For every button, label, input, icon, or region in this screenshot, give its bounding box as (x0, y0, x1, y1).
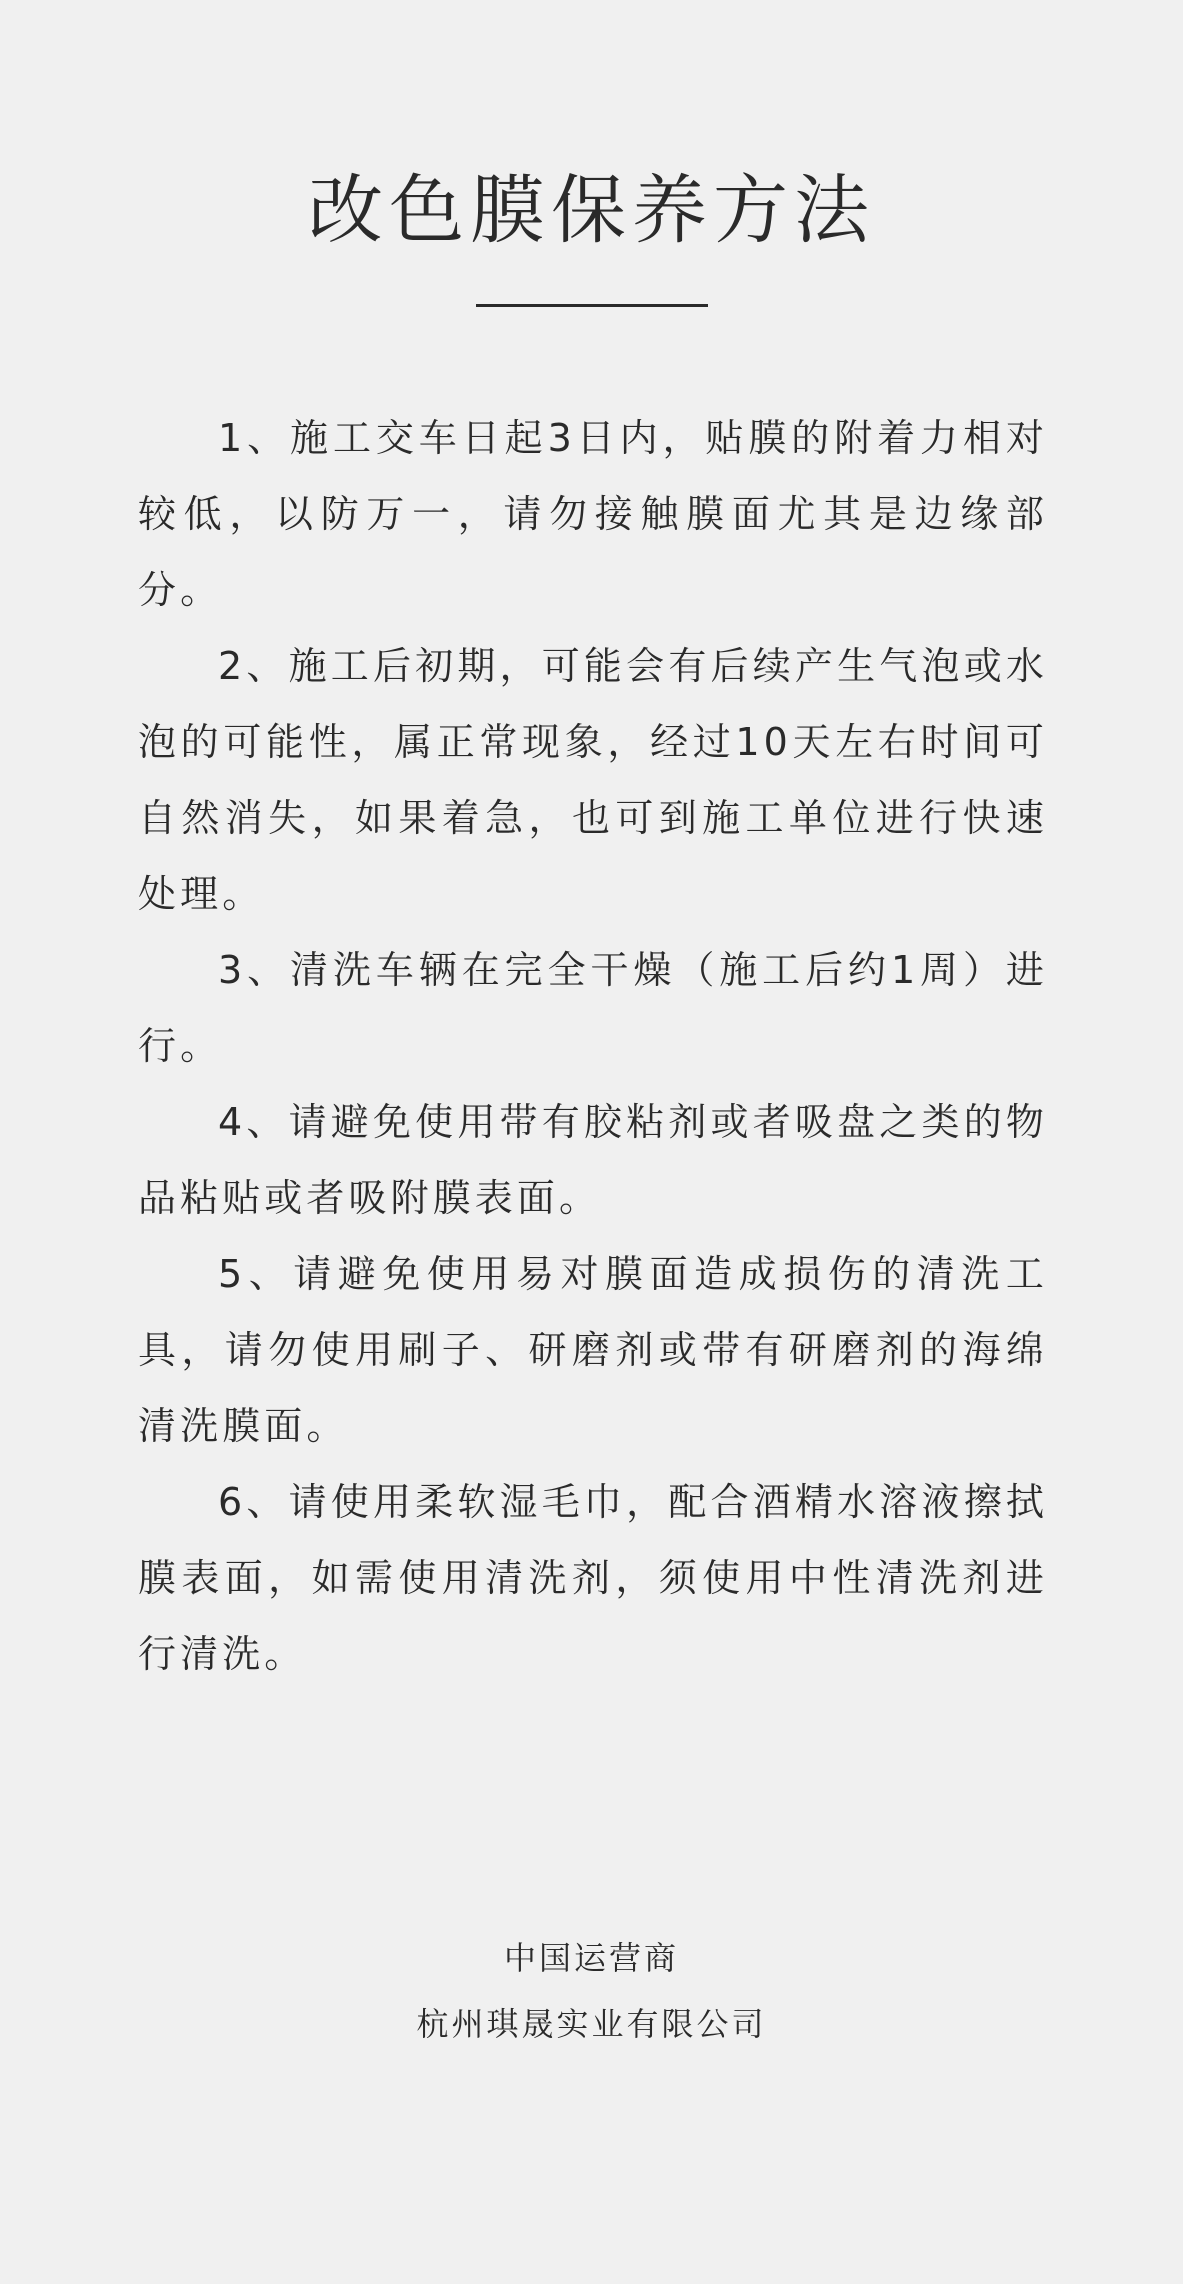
page-title: 改色膜保养方法 (307, 166, 875, 254)
footer-operator-label: 中国运营商 (503, 1939, 679, 1977)
instruction-paragraph-4: 4、请避免使用带有胶粘剂或者吸盘之类的物品粘贴或者吸附膜表面。 (138, 1100, 1048, 1220)
instruction-paragraph-5: 5、请避免使用易对膜面造成损伤的清洗工具，请勿使用刷子、研磨剂或带有研磨剂的海绵清洗膜面。 (138, 1252, 1048, 1448)
footer (0, 1925, 1183, 2057)
instruction-paragraph-3: 3、清洗车辆在完全干燥（施工后约1周）进行。 (138, 948, 1048, 1068)
instruction-paragraph-6: 6、请使用柔软湿毛巾，配合酒精水溶液擦拭膜表面，如需使用清洗剂，须使用中性清洗剂进行清洗。 (138, 1480, 1048, 1676)
instructions-body (138, 400, 1048, 1692)
instruction-paragraph-2: 2、施工后初期，可能会有后续产生气泡或水泡的可能性，属正常现象，经过10天左右时间可自然消失，如果着急，也可到施工单位进行快速处理。 (138, 644, 1048, 916)
instruction-paragraph-1: 1、施工交车日起3日内，贴膜的附着力相对较低，以防万一，请勿接触膜面尤其是边缘部分。 (138, 416, 1048, 612)
title-divider (476, 304, 708, 307)
footer-company-name: 杭州琪晟实业有限公司 (416, 2005, 767, 2043)
